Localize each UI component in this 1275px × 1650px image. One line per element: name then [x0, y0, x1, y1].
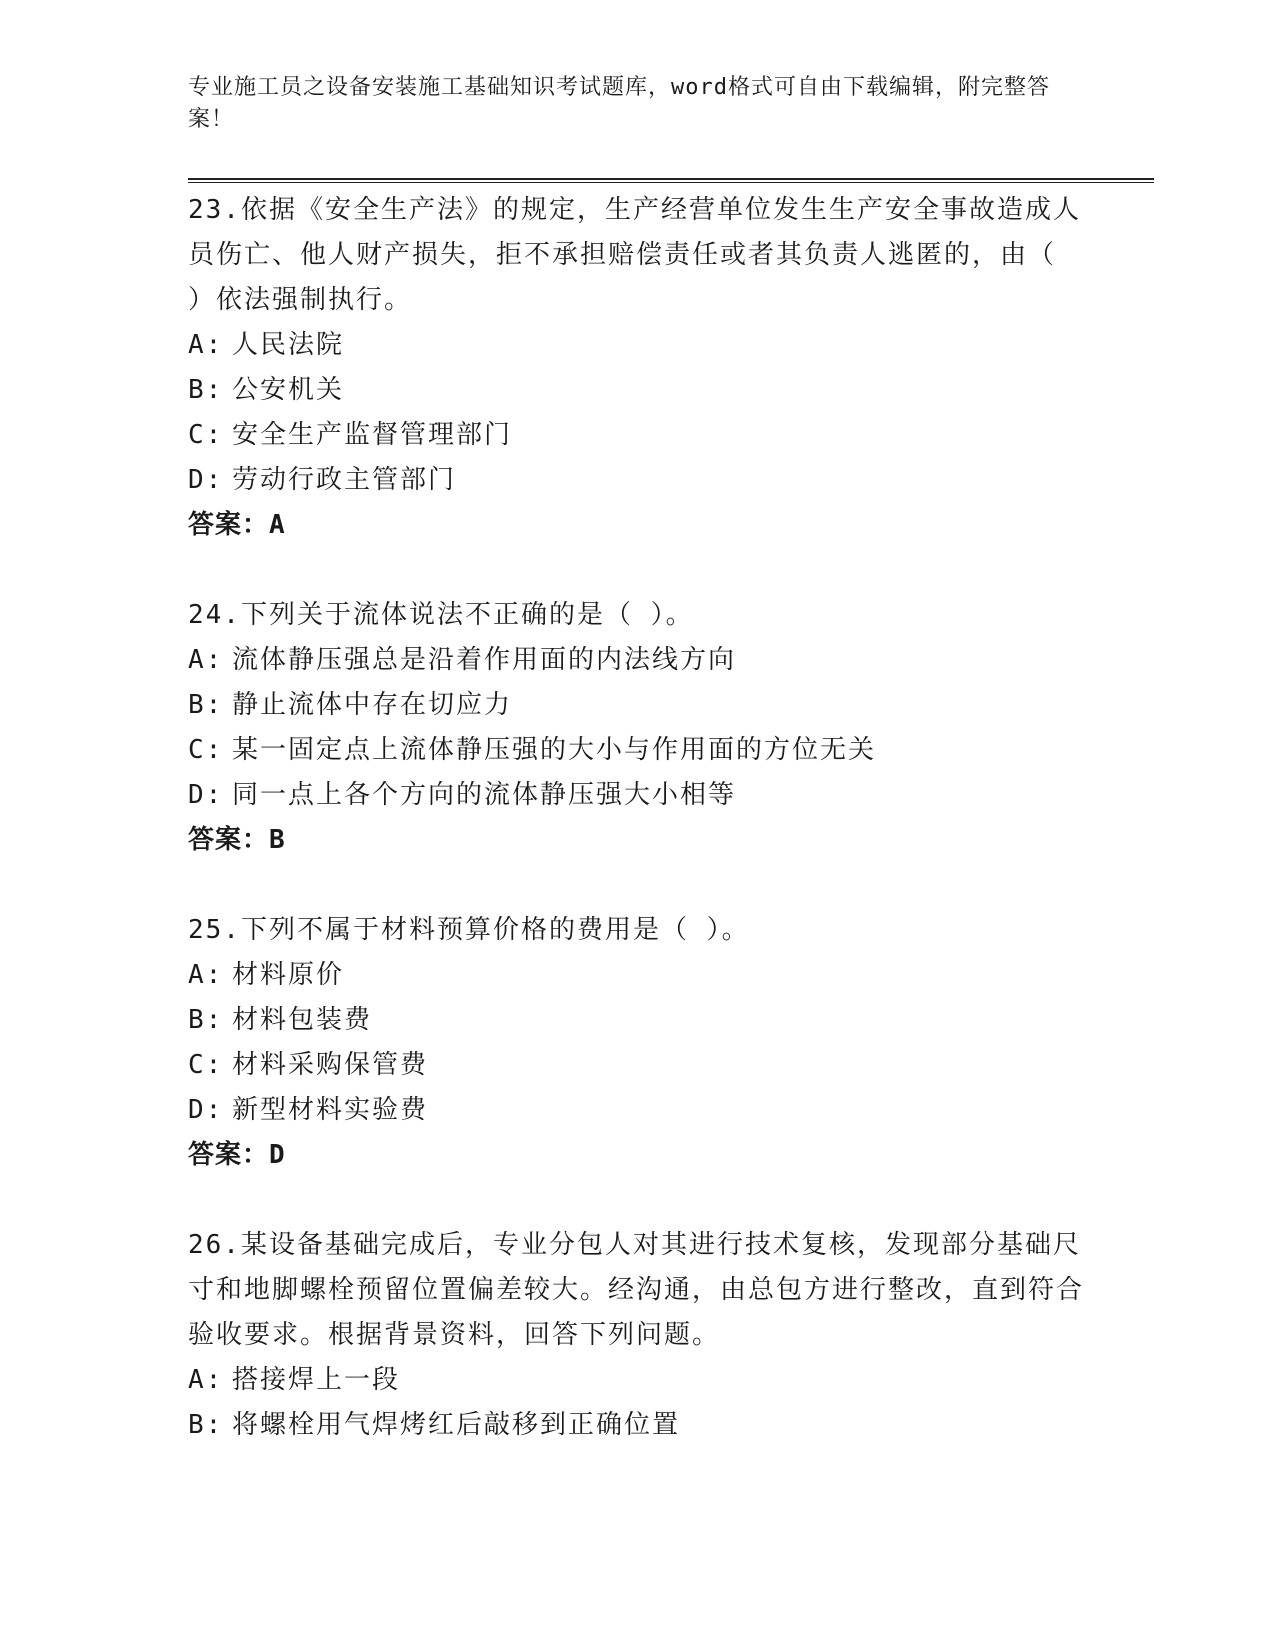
- answer-text: 答案：D: [188, 1140, 286, 1170]
- question-26: [188, 1223, 1088, 1448]
- option-d: [188, 1088, 1088, 1133]
- question-stem: 25.下列不属于材料预算价格的费用是（ ）。: [188, 915, 750, 945]
- spacer: [188, 1178, 1088, 1223]
- option-a: [188, 638, 1088, 683]
- option-text: 劳动行政主管部门: [232, 465, 457, 495]
- option-text: 安全生产监督管理部门: [232, 420, 513, 450]
- option-letter: A:: [188, 645, 224, 675]
- option-letter: A:: [188, 960, 224, 990]
- answer-text: 答案：B: [188, 825, 286, 855]
- question-25: [188, 908, 1088, 1178]
- option-text: 同一点上各个方向的流体静压强大小相等: [232, 780, 737, 810]
- option-text: 材料采购保管费: [232, 1050, 429, 1080]
- option-letter: C:: [188, 735, 224, 765]
- question-23: [188, 188, 1088, 548]
- option-text: 材料包装费: [232, 1005, 373, 1035]
- option-c: [188, 413, 1088, 458]
- option-text: 将螺栓用气焊烤红后敲移到正确位置: [232, 1410, 681, 1440]
- option-c: [188, 728, 1088, 773]
- option-d: [188, 773, 1088, 818]
- option-letter: C:: [188, 420, 224, 450]
- question-stem: 24.下列关于流体说法不正确的是（ ）。: [188, 600, 694, 630]
- option-a: [188, 1358, 1088, 1403]
- questions-list: [188, 188, 1088, 1448]
- option-text: 流体静压强总是沿着作用面的内法线方向: [232, 645, 737, 675]
- option-letter: C:: [188, 1050, 224, 1080]
- question-stem: 23.依据《安全生产法》的规定，生产经营单位发生生产安全事故造成人员伤亡、他人财产损失，拒不承担赔偿责任或者其负责人逃匿的，由（ ）依法强制执行。: [188, 195, 1081, 315]
- option-text: 搭接焊上一段: [232, 1365, 401, 1395]
- option-b: [188, 683, 1088, 728]
- option-d: [188, 458, 1088, 503]
- answer-text: 答案：A: [188, 510, 286, 540]
- option-letter: D:: [188, 780, 224, 810]
- option-letter: B:: [188, 690, 224, 720]
- option-b: [188, 1403, 1088, 1448]
- header-rule-thick: [188, 178, 1154, 180]
- option-text: 人民法院: [232, 330, 345, 360]
- option-text: 某一固定点上流体静压强的大小与作用面的方位无关: [232, 735, 877, 765]
- option-letter: B:: [188, 1005, 224, 1035]
- spacer: [188, 548, 1088, 593]
- option-letter: B:: [188, 375, 224, 405]
- option-letter: A:: [188, 1365, 224, 1395]
- option-text: 材料原价: [232, 960, 345, 990]
- option-c: [188, 1043, 1088, 1088]
- spacer: [188, 863, 1088, 908]
- option-b: [188, 998, 1088, 1043]
- option-text: 静止流体中存在切应力: [232, 690, 513, 720]
- option-letter: B:: [188, 1410, 224, 1440]
- question-24: [188, 593, 1088, 863]
- option-text: 新型材料实验费: [232, 1095, 429, 1125]
- option-letter: A:: [188, 330, 224, 360]
- question-stem: 26.某设备基础完成后，专业分包人对其进行技术复核，发现部分基础尺寸和地脚螺栓预留位置偏差较大。经沟通，由总包方进行整改，直到符合验收要求。根据背景资料，回答下列问题。: [188, 1230, 1085, 1350]
- document-header: 专业施工员之设备安装施工基础知识考试题库，word格式可自由下载编辑，附完整答案！: [188, 75, 1050, 132]
- option-b: [188, 368, 1088, 413]
- option-text: 公安机关: [232, 375, 345, 405]
- option-a: [188, 323, 1088, 368]
- header-rule-thin: [188, 182, 1154, 183]
- option-letter: D:: [188, 1095, 224, 1125]
- option-letter: D:: [188, 465, 224, 495]
- option-a: [188, 953, 1088, 998]
